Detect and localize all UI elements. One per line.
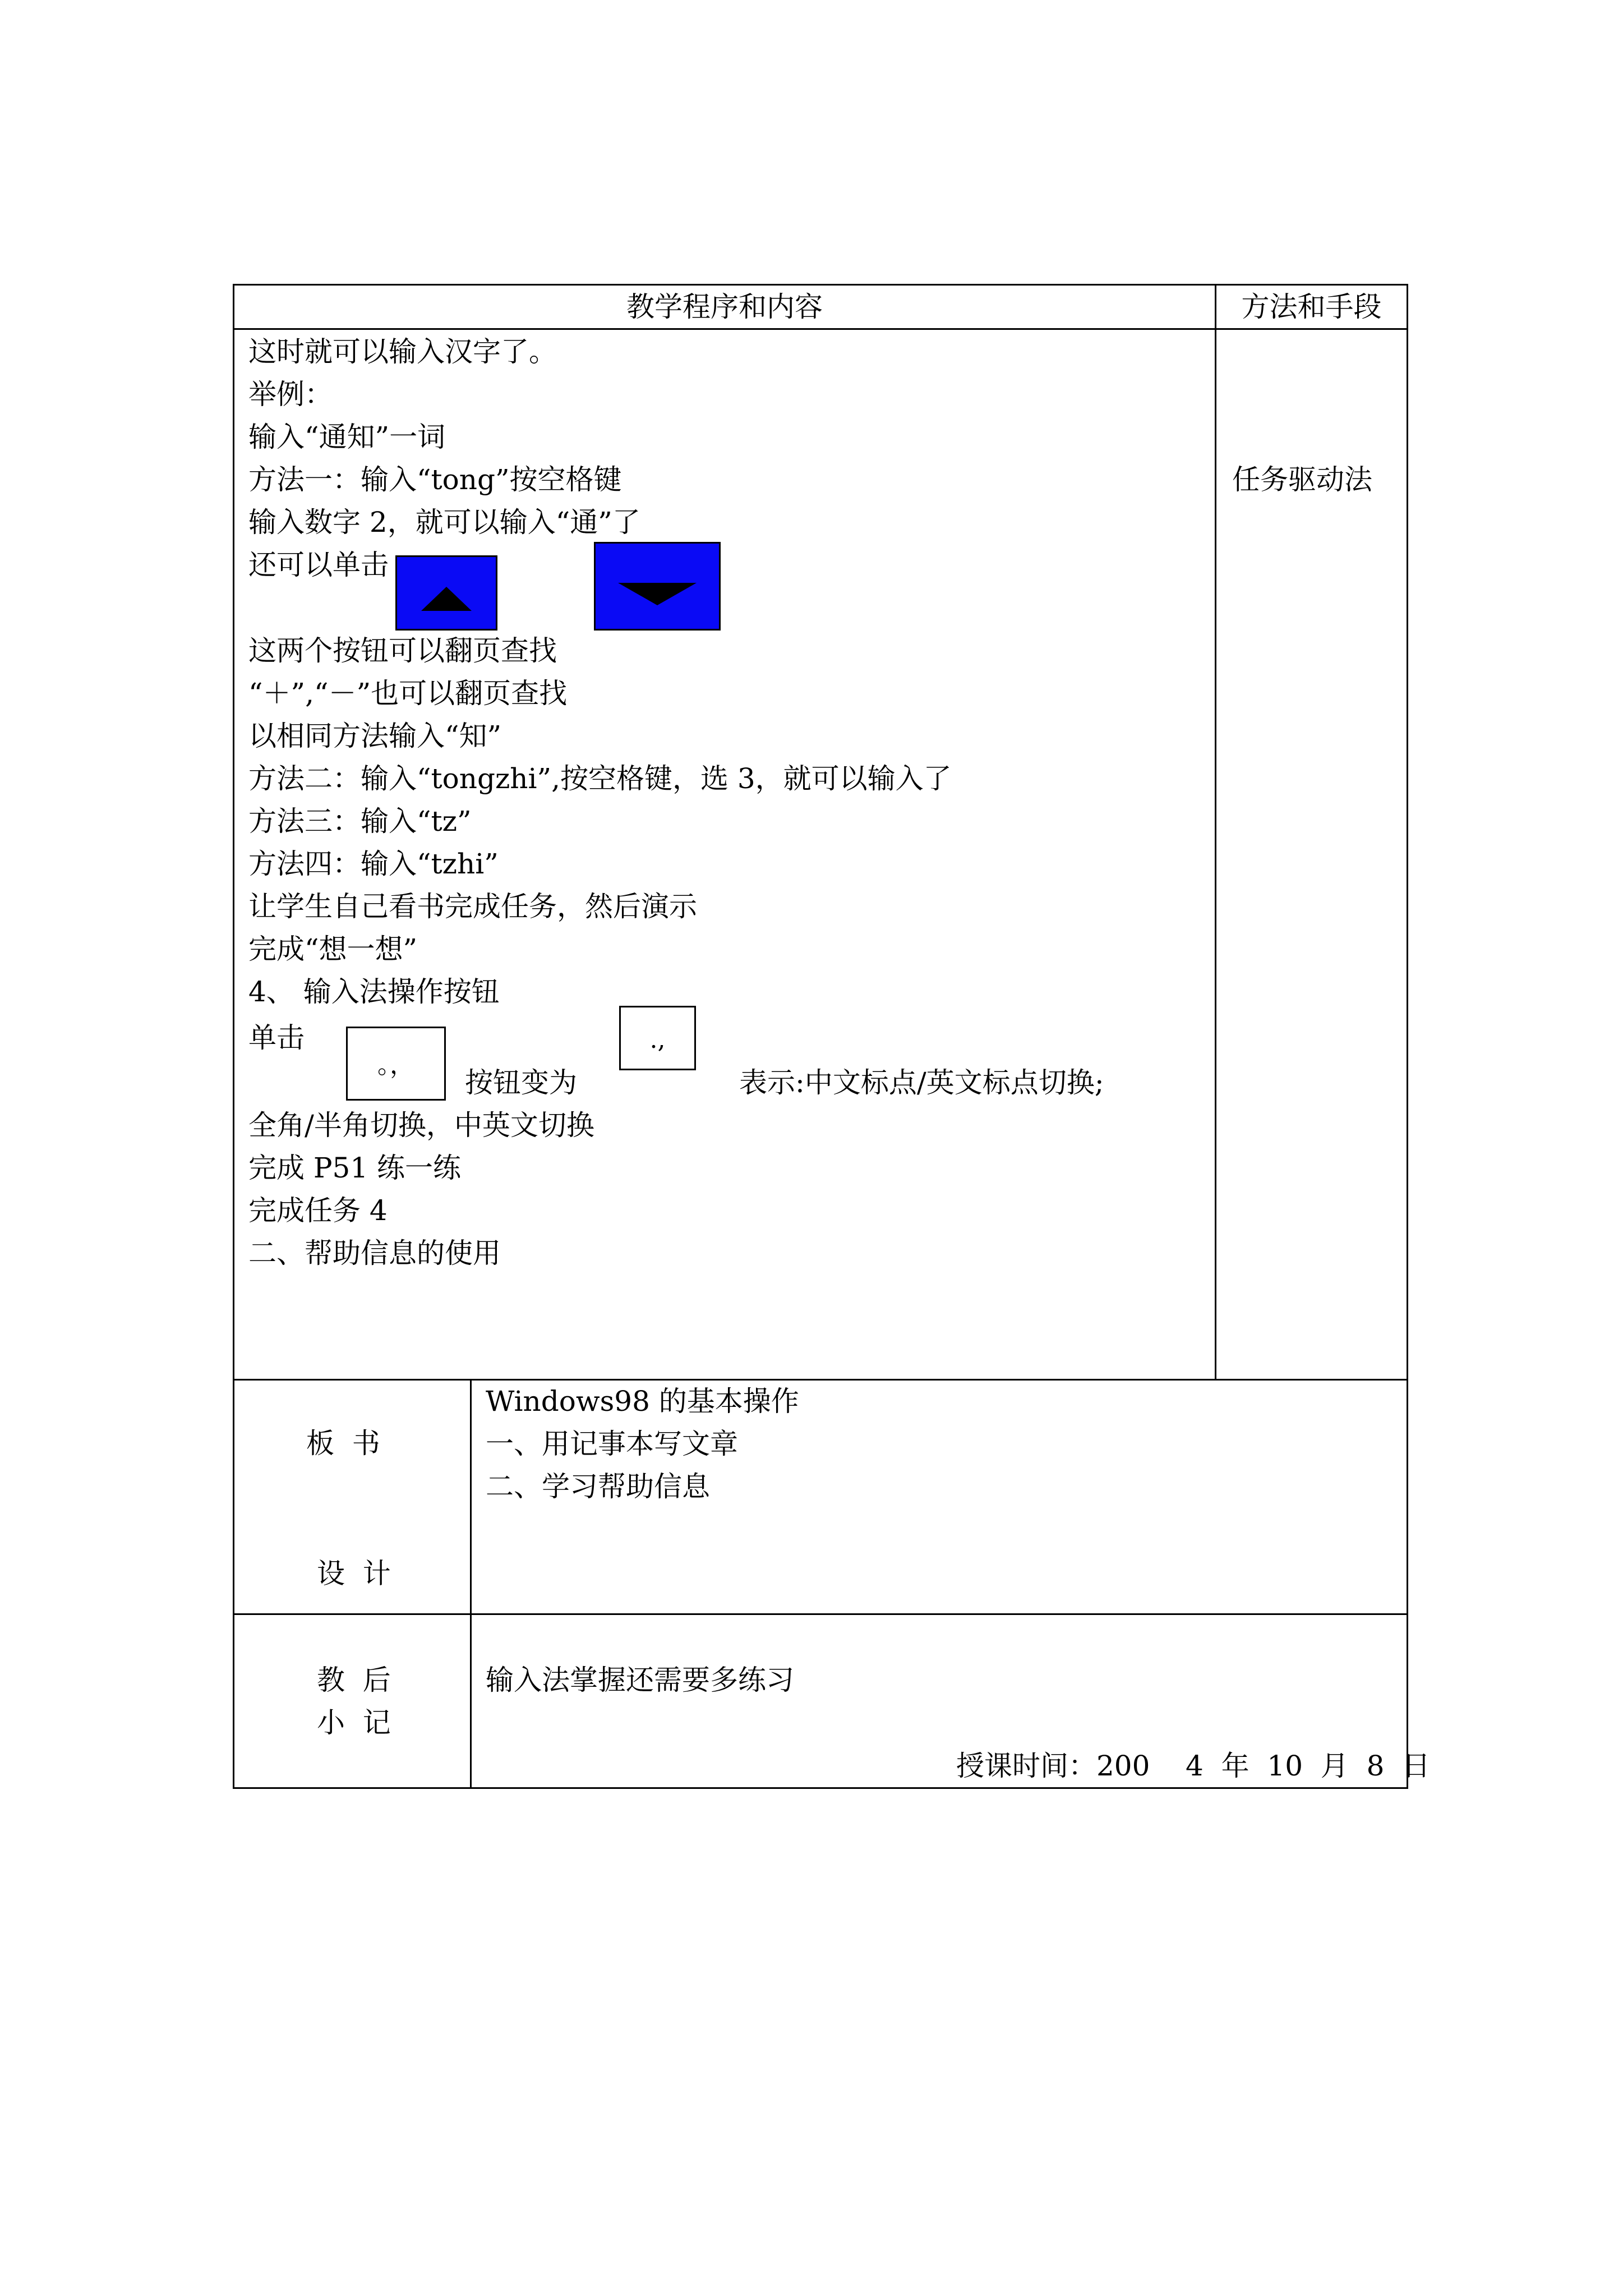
table-border-left (233, 284, 234, 1789)
content-line-4: 方法一：输入“tong”按空格键 (248, 463, 622, 496)
summary-text: 输入法掌握还需要多练习 (486, 1664, 794, 1696)
header-method-column: 方法和手段 (1241, 291, 1382, 323)
content-line-21: 完成任务 4 (248, 1194, 388, 1227)
summary-label-bottom: 小 记 (317, 1706, 391, 1739)
table-border-right (1407, 284, 1408, 1789)
content-line-11: 方法三：输入“tz” (248, 805, 472, 838)
table-col-divider-method (1215, 284, 1216, 1381)
triangle-down-icon (596, 544, 719, 629)
content-line-9: 以相同方法输入“知” (248, 720, 502, 752)
content-line-10: 方法二：输入“tongzhi”,按空格键，选 3，就可以输入了 (248, 762, 952, 795)
table-border-header-bottom (233, 328, 1408, 330)
content-line-19: 全角/半角切换，中英文切换 (248, 1109, 594, 1142)
page-up-button[interactable] (395, 555, 497, 631)
board-label-bottom: 设 计 (317, 1557, 391, 1590)
content-line-7: 这两个按钮可以翻页查找 (248, 634, 557, 667)
content-line-6: 还可以单击 (248, 549, 389, 581)
table-border-content-bottom (233, 1379, 1408, 1381)
triangle-up-icon (397, 557, 496, 629)
content-line-18: 表示:中文标点/英文标点切换; (739, 1066, 1104, 1099)
method-text: 任务驱动法 (1232, 463, 1372, 496)
summary-label-top: 教 后 (317, 1664, 391, 1696)
content-line-5: 输入数字 2，就可以输入“通”了 (248, 506, 640, 539)
table-border-bottom (233, 1787, 1408, 1789)
page-down-button[interactable] (594, 542, 721, 631)
content-line-14: 完成“想一想” (248, 933, 418, 965)
content-line-3: 输入“通知”一词 (248, 421, 446, 453)
content-line-20: 完成 P51 练一练 (248, 1152, 462, 1184)
content-line-17: 按钮变为 (465, 1066, 577, 1099)
content-line-2: 举例： (248, 378, 333, 411)
content-line-22: 二、帮助信息的使用 (248, 1237, 501, 1269)
content-line-13: 让学生自己看书完成任务，然后演示 (248, 890, 697, 923)
table-border-board-bottom (233, 1613, 1408, 1615)
content-line-12: 方法四：输入“tzhi” (248, 848, 499, 880)
board-label-top: 板 书 (306, 1427, 380, 1460)
content-line-1: 这时就可以输入汉字了。 (248, 335, 557, 368)
header-content-column: 教学程序和内容 (626, 291, 823, 323)
board-line-3: 二、学习帮助信息 (486, 1470, 710, 1503)
punctuation-cn-button[interactable]: 。， (346, 1027, 446, 1101)
content-line-8: “＋”,“－”也可以翻页查找 (248, 677, 568, 710)
table-col-divider-label (470, 1379, 472, 1789)
content-line-15: 4、 输入法操作按钮 (248, 976, 500, 1008)
content-line-16: 单击 (248, 1022, 305, 1054)
board-line-1: Windows98 的基本操作 (486, 1385, 799, 1418)
punctuation-en-button[interactable]: ., (619, 1006, 696, 1070)
lesson-date: 授课时间：200 4 年 10 月 8 日 (956, 1750, 1431, 1782)
board-line-2: 一、用记事本写文章 (486, 1428, 738, 1460)
